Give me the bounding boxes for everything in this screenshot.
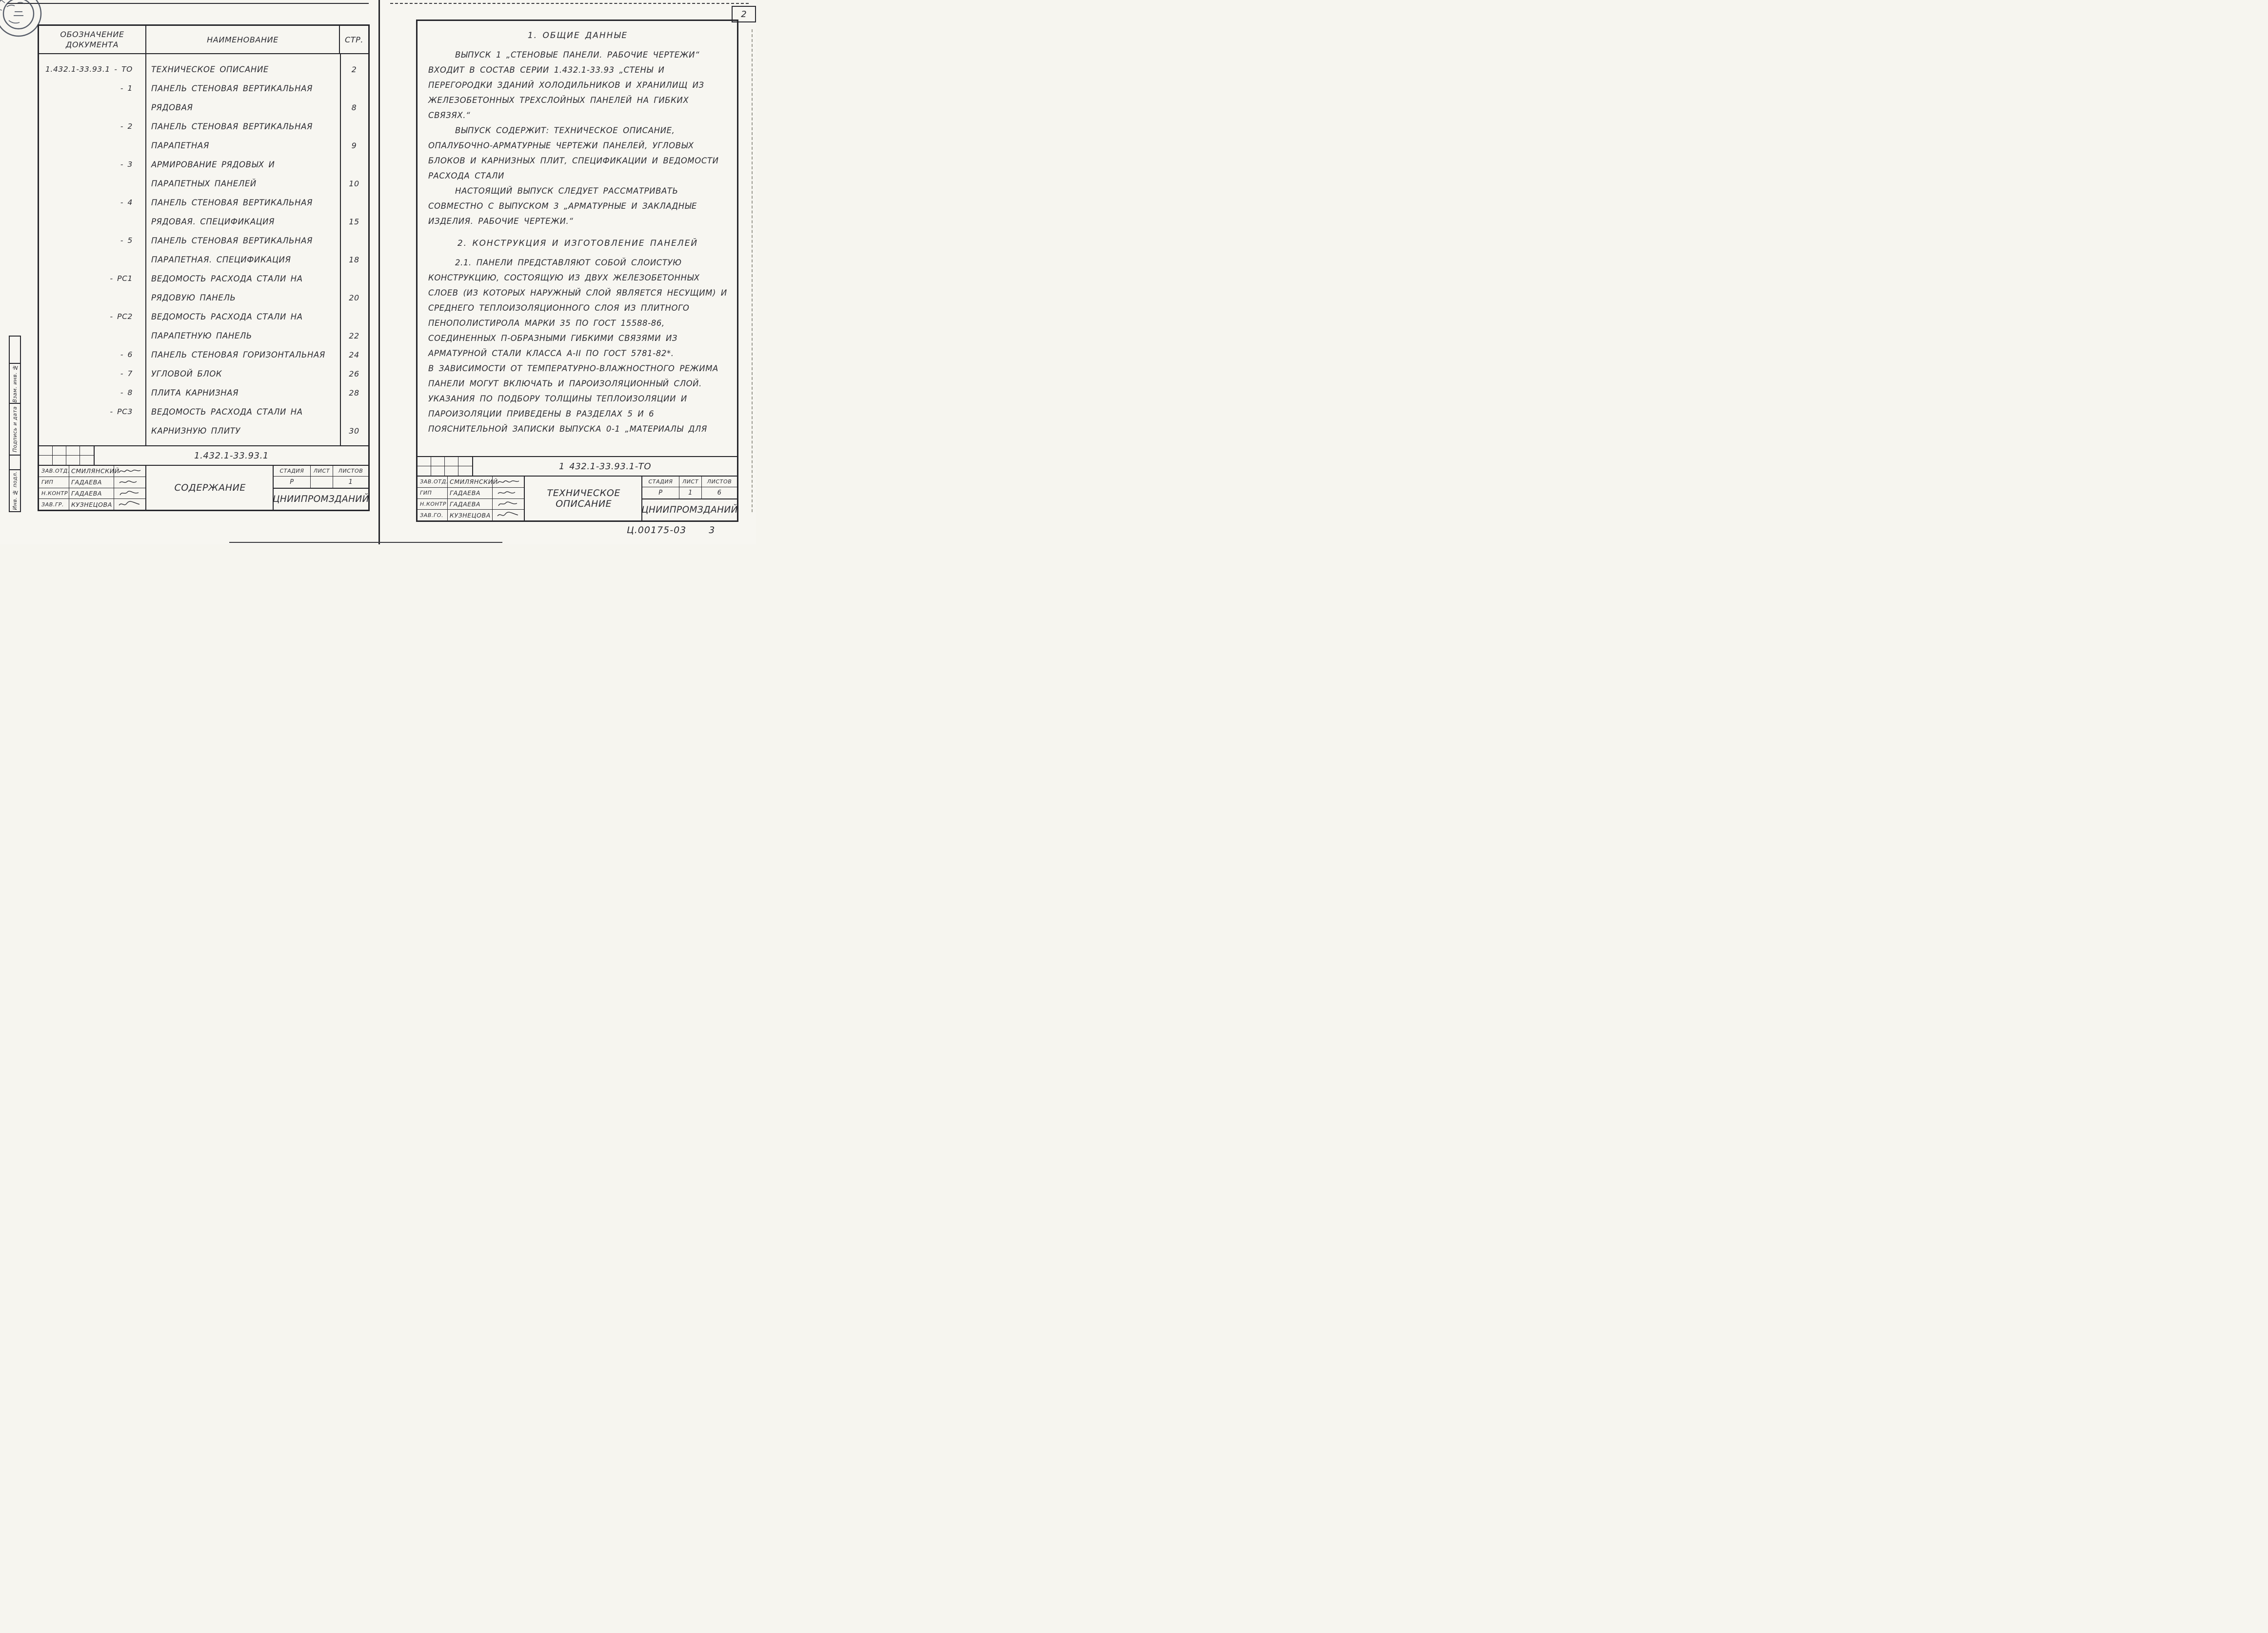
right-margin-dashes	[752, 29, 753, 512]
section-heading: 1. ОБЩИЕ ДАННЫЕ	[527, 31, 628, 40]
signature	[114, 467, 145, 475]
table-row	[39, 402, 368, 440]
row-page: 28	[349, 388, 359, 398]
section-heading: 2. КОНСТРУКЦИЯ И ИЗГОТОВЛЕНИЕ ПАНЕЛЕЙ	[457, 239, 698, 248]
signature-row	[418, 477, 524, 488]
row-page: 2	[351, 65, 357, 74]
table-row	[39, 79, 368, 117]
row-page: 10	[349, 179, 359, 188]
stage-sheet-block	[641, 477, 737, 520]
revision-cells	[39, 446, 95, 465]
margin-label-inv: Инв. № подл.	[12, 471, 18, 510]
row-name: ПАНЕЛЬ СТЕНОВАЯ ВЕРТИКАЛЬНАЯ ПАРАПЕТНАЯ. СПЕЦИФИКАЦИЯ	[151, 236, 313, 264]
table-row	[39, 307, 368, 345]
table-row	[39, 364, 368, 383]
sheet-title: СОДЕРЖАНИЕ	[174, 482, 246, 493]
row-page: 9	[351, 141, 357, 150]
bottom-scan-line	[229, 542, 502, 543]
paragraph: ВЫПУСК 1 „СТЕНОВЫЕ ПАНЕЛИ. РАБОЧИЕ ЧЕРТЕЖИ“ ВХОДИТ В СОСТАВ СЕРИИ 1.432.1-33.93 „СТЕНЫ И ПЕРЕГОРОДКИ ЗДАНИЙ ХОЛОДИЛЬНИКОВ И ХРАНИЛИЩ ИЗ ЖЕЛЕЗОБЕТОННЫХ ТРЕХСЛОЙНЫХ ПАНЕЛЕЙ НА ГИБКИХ СВЯЗЯХ.“	[428, 50, 704, 120]
top-frame-line-dashed	[390, 3, 749, 4]
row-name: ПАНЕЛЬ СТЕНОВАЯ ВЕРТИКАЛЬНАЯ РЯДОВАЯ	[151, 84, 313, 112]
description-page	[416, 20, 738, 522]
sheet-label: ЛИСТ	[679, 477, 702, 487]
page-divider-line	[378, 0, 380, 544]
description-text	[418, 21, 737, 456]
row-designation: - 7	[120, 369, 133, 378]
paragraph: В ЗАВИСИМОСТИ ОТ ТЕМПЕРАТУРНО-ВЛАЖНОСТНОГО РЕЖИМА ПАНЕЛИ МОГУТ ВКЛЮЧАТЬ И ПАРОИЗОЛЯЦИОННЫЙ СЛОЙ. УКАЗАНИЯ ПО ПОДБОРУ ТОЛЩИНЫ ТЕПЛОИЗОЛЯЦИИ И ПАРОИЗОЛЯЦИИ ПРИВЕДЕНЫ В РАЗДЕЛАХ 5 И 6 ПОЯСНИТЕЛЬНОЙ ЗАПИСКИ ВЫПУСКА 0-1 „МАТЕРИАЛЫ ДЛЯ	[428, 364, 718, 434]
row-page: 30	[349, 426, 359, 436]
signature-row	[418, 488, 524, 499]
column-header-name: НАИМЕНОВАНИЕ	[146, 26, 340, 53]
document-number: 1.432.1-33.93.1	[194, 450, 269, 461]
person-name: СМИЛЯНСКИЙ	[69, 466, 114, 477]
footer-stamp-code	[627, 525, 715, 536]
table-row	[39, 193, 368, 231]
row-name: ВЕДОМОСТЬ РАСХОДА СТАЛИ НА ПАРАПЕТНУЮ ПАНЕЛЬ	[151, 312, 303, 340]
signature	[114, 489, 145, 497]
row-page: 20	[349, 293, 359, 302]
signature-table	[418, 477, 525, 520]
title-block-left	[39, 445, 368, 510]
person-name: КУЗНЕЦОВА	[448, 510, 493, 520]
organization-name: ЦНИИПРОМЗДАНИЙ	[641, 505, 738, 515]
title-block-right	[418, 456, 737, 520]
sheets-value: 6	[717, 489, 722, 497]
row-page: 24	[349, 350, 359, 359]
table-row	[39, 155, 368, 193]
role-label: Н.КОНТР	[39, 488, 69, 499]
sheet-label: ЛИСТ	[311, 466, 333, 476]
revision-cells	[418, 457, 473, 476]
left-margin-frame	[9, 336, 21, 512]
margin-box-inv	[10, 470, 20, 511]
row-page: 8	[351, 103, 357, 112]
signature-row	[39, 477, 145, 488]
sheets-label: ЛИСТОВ	[707, 478, 732, 485]
margin-label-podpis: Подпись и дата	[12, 406, 18, 452]
row-name: ВЕДОМОСТЬ РАСХОДА СТАЛИ НА РЯДОВУЮ ПАНЕЛЬ	[151, 274, 303, 302]
row-designation: - 1	[120, 84, 133, 93]
row-designation: - РС3	[110, 407, 133, 416]
person-name: ГАДАЕВА	[448, 499, 493, 510]
footer-code-value: Ц.00175-03	[627, 525, 687, 536]
contents-table-header	[39, 26, 368, 54]
person-name: ГАДАЕВА	[69, 488, 114, 499]
signature	[493, 478, 524, 486]
row-designation: - 4	[120, 198, 133, 207]
document-number: 1 432.1-33.93.1-ТО	[558, 461, 652, 472]
table-row	[39, 60, 368, 79]
signature-row	[39, 499, 145, 510]
person-name: СМИЛЯНСКИЙ	[448, 477, 493, 487]
row-designation: 1.432.1-33.93.1 - ТО	[45, 65, 133, 74]
margin-empty-box	[10, 456, 20, 470]
row-designation: - 3	[120, 160, 133, 169]
contents-page	[38, 24, 370, 511]
stage-label: СТАДИЯ	[274, 466, 311, 476]
sheets-label: ЛИСТОВ	[338, 468, 363, 474]
table-row	[39, 345, 368, 364]
row-page: 18	[349, 255, 359, 264]
scanned-document	[0, 0, 756, 544]
row-name: АРМИРОВАНИЕ РЯДОВЫХ И ПАРАПЕТНЫХ ПАНЕЛЕЙ	[151, 160, 275, 188]
column-line	[145, 54, 146, 445]
row-name: ПАНЕЛЬ СТЕНОВАЯ ГОРИЗОНТАЛЬНАЯ	[151, 350, 325, 359]
signature	[114, 500, 145, 508]
row-designation: - 2	[120, 122, 133, 131]
role-label: ГИП	[39, 477, 69, 488]
sheets-value: 1	[348, 478, 353, 486]
margin-empty-box	[10, 337, 20, 364]
role-label: ГИП	[418, 488, 448, 498]
top-frame-line	[7, 3, 369, 4]
row-page: 26	[349, 369, 359, 378]
row-name: ПАНЕЛЬ СТЕНОВАЯ ВЕРТИКАЛЬНАЯ ПАРАПЕТНАЯ	[151, 122, 313, 150]
row-designation: - 5	[120, 236, 133, 245]
margin-label-vzam: Взам. инв. №	[12, 364, 18, 403]
paragraph: 2.1. ПАНЕЛИ ПРЕДСТАВЛЯЮТ СОБОЙ СЛОИСТУЮ КОНСТРУКЦИЮ, СОСТОЯЩУЮ ИЗ ДВУХ ЖЕЛЕЗОБЕТОННЫХ СЛОЕВ (ИЗ КОТОРЫХ НАРУЖНЫЙ СЛОЙ ЯВЛЯЕТСЯ НЕСУЩИМ) И СРЕДНЕГО ТЕПЛОИЗОЛЯЦИОННОГО СЛОЯ ИЗ ПЛИТНОГО ПЕНОПОЛИСТИРОЛА МАРКИ 35 ПО ГОСТ 15588-86, СОЕДИНЕННЫХ П-ОБРАЗНЫМИ ГИБКИМИ СВЯЗЯМИ ИЗ АРМАТУРНОЙ СТАЛИ КЛАССА А-II ПО ГОСТ 5781-82*.	[428, 258, 727, 358]
contents-rows	[39, 54, 368, 445]
signature	[493, 489, 524, 497]
signature	[493, 511, 524, 519]
stage-value: Р	[642, 487, 679, 498]
margin-box-vzam	[10, 364, 20, 404]
row-name: ТЕХНИЧЕСКОЕ ОПИСАНИЕ	[151, 65, 269, 74]
role-label: Н.КОНТР	[418, 499, 448, 510]
row-page: 15	[349, 217, 359, 226]
signature	[114, 478, 145, 486]
role-label: ЗАВ.ГР.	[39, 499, 69, 510]
row-designation: - 8	[120, 388, 133, 397]
person-name: ГАДАЕВА	[69, 477, 114, 488]
row-designation: - 6	[120, 350, 133, 359]
signature-row	[39, 466, 145, 477]
column-header-page: СТР.	[344, 35, 364, 44]
signature	[493, 500, 524, 508]
row-name: УГЛОВОЙ БЛОК	[151, 369, 222, 378]
signature-row	[418, 499, 524, 510]
row-name: ПАНЕЛЬ СТЕНОВАЯ ВЕРТИКАЛЬНАЯ РЯДОВАЯ. СПЕЦИФИКАЦИЯ	[151, 198, 313, 226]
person-name: ГАДАЕВА	[448, 488, 493, 498]
signature-row	[418, 510, 524, 520]
table-row	[39, 231, 368, 269]
sheet-title: ТЕХНИЧЕСКОЕ ОПИСАНИЕ	[547, 488, 620, 509]
row-designation: - РС2	[110, 312, 133, 321]
footer-code-number: 3	[709, 525, 716, 536]
table-row	[39, 383, 368, 402]
role-label: ЗАВ.ОТД.	[39, 466, 69, 477]
paragraph: ВЫПУСК СОДЕРЖИТ: ТЕХНИЧЕСКОЕ ОПИСАНИЕ, ОПАЛУБОЧНО-АРМАТУРНЫЕ ЧЕРТЕЖИ ПАНЕЛЕЙ, УГЛОВЫХ БЛОКОВ И КАРНИЗНЫХ ПЛИТ, СПЕЦИФИКАЦИИ И ВЕДОМОСТИ РАСХОДА СТАЛИ	[428, 126, 719, 180]
paragraph: НАСТОЯЩИЙ ВЫПУСК СЛЕДУЕТ РАССМАТРИВАТЬ СОВМЕСТНО С ВЫПУСКОМ 3 „АРМАТУРНЫЕ И ЗАКЛАДНЫЕ ИЗДЕЛИЯ. РАБОЧИЕ ЧЕРТЕЖИ.“	[428, 186, 697, 226]
table-row	[39, 269, 368, 307]
row-page: 22	[349, 331, 359, 340]
stage-sheet-block	[273, 466, 368, 510]
role-label: ЗАВ.ГО.	[418, 510, 448, 520]
person-name: КУЗНЕЦОВА	[69, 499, 114, 510]
stage-value: Р	[274, 477, 311, 488]
margin-box-podpis	[10, 404, 20, 456]
sheet-number: 2	[741, 9, 747, 20]
signature-table	[39, 466, 146, 510]
column-line	[340, 54, 341, 445]
row-designation: - РС1	[110, 274, 133, 283]
row-name: ВЕДОМОСТЬ РАСХОДА СТАЛИ НА КАРНИЗНУЮ ПЛИТУ	[151, 407, 303, 436]
column-header-designation: ОБОЗНАЧЕНИЕ ДОКУМЕНТА	[39, 26, 146, 53]
signature-row	[39, 488, 145, 499]
row-name: ПЛИТА КАРНИЗНАЯ	[151, 388, 239, 398]
stage-label: СТАДИЯ	[642, 477, 679, 487]
sheet-value: 1	[679, 487, 702, 498]
sheet-value	[311, 477, 333, 488]
table-row	[39, 117, 368, 155]
organization-name: ЦНИИПРОМЗДАНИЙ	[273, 494, 369, 504]
role-label: ЗАВ.ОТД.	[418, 477, 448, 487]
